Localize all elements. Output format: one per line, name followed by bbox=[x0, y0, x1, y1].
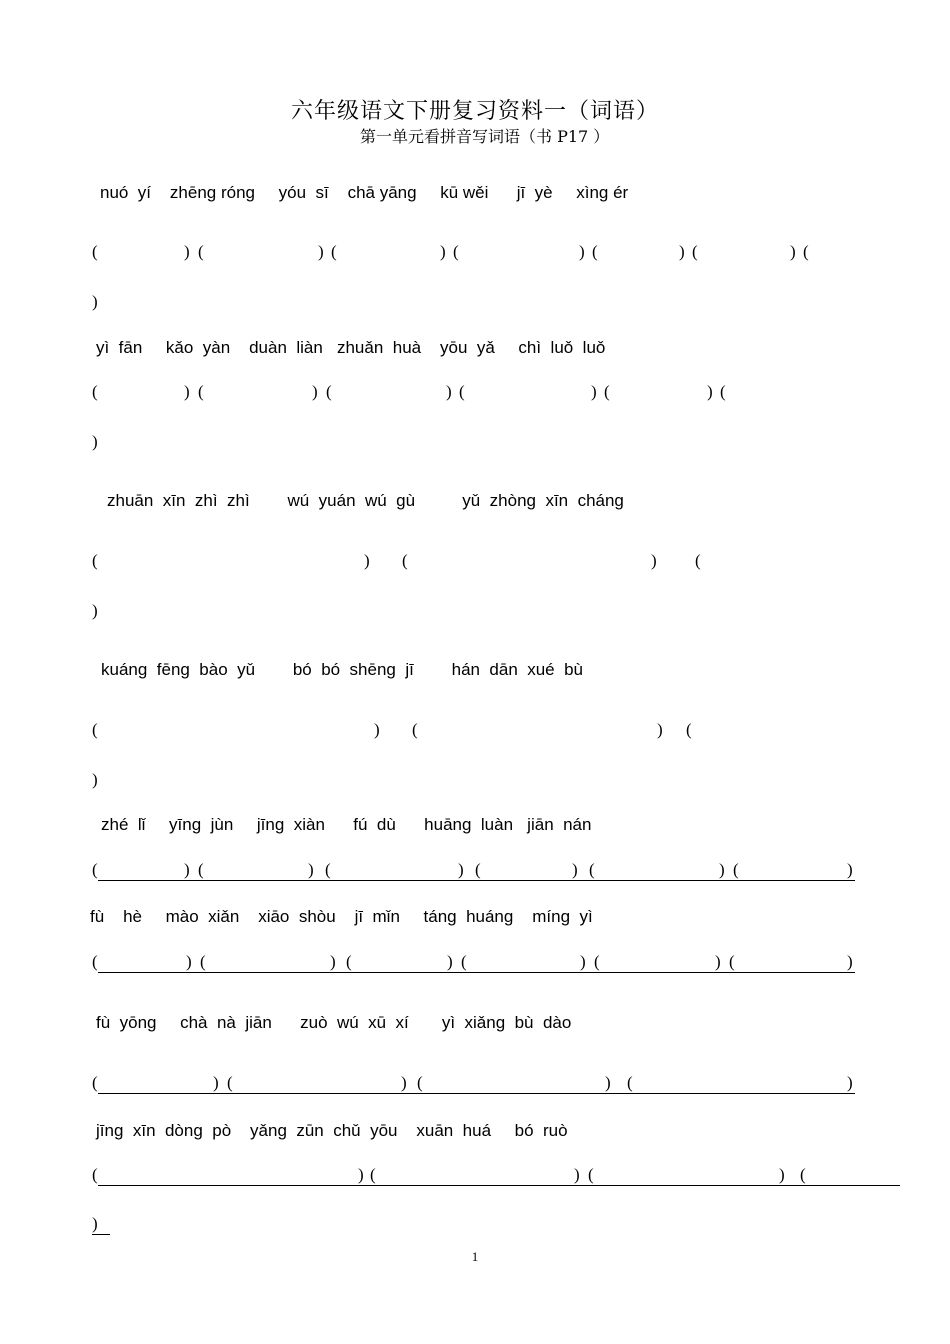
paren-close: ) bbox=[213, 1073, 219, 1092]
paren-close: ) bbox=[401, 1073, 407, 1092]
paren-open: ( bbox=[729, 952, 735, 971]
paren-close: ) bbox=[847, 1073, 853, 1092]
answer-underline bbox=[92, 1234, 110, 1235]
section-subtitle: 第一单元看拼音写词语（书 P17 ） bbox=[360, 127, 610, 146]
paren-open: ( bbox=[800, 1165, 806, 1184]
paren-open: ( bbox=[331, 242, 337, 261]
paren-close: ) bbox=[779, 1165, 785, 1184]
paren-open: ( bbox=[92, 720, 98, 739]
paren-close: ) bbox=[308, 860, 314, 879]
paren-open: ( bbox=[417, 1073, 423, 1092]
paren-open: ( bbox=[695, 551, 701, 570]
pinyin-row-4: kuánɡ fēnɡ bào yǔ bó bó shēnɡ jī hán dān xué bù bbox=[101, 660, 583, 679]
paren-open: ( bbox=[325, 860, 331, 879]
paren-close: ) bbox=[447, 952, 453, 971]
paren-close: ) bbox=[364, 551, 370, 570]
paren-close: ) bbox=[318, 242, 324, 261]
paren-close: ) bbox=[657, 720, 663, 739]
page-title: 六年级语文下册复习资料一（词语） bbox=[290, 99, 659, 124]
paren-close: ) bbox=[572, 860, 578, 879]
paren-close: ) bbox=[374, 720, 380, 739]
paren-open: ( bbox=[475, 860, 481, 879]
paren-close: ) bbox=[92, 770, 98, 789]
paren-close: ) bbox=[92, 292, 98, 311]
paren-close: ) bbox=[184, 242, 190, 261]
paren-open: ( bbox=[92, 1165, 98, 1184]
pinyin-row-6: fù hè mào xiǎn xiāo shòu jī mǐn tánɡ huánɡ mínɡ yì bbox=[90, 907, 593, 926]
paren-close: ) bbox=[184, 860, 190, 879]
paren-open: ( bbox=[453, 242, 459, 261]
paren-close: ) bbox=[580, 952, 586, 971]
pinyin-row-5: zhé lǐ yīnɡ jùn jīnɡ xiàn fú dù huānɡ luàn jiān nán bbox=[101, 815, 592, 834]
paren-close: ) bbox=[92, 1214, 98, 1233]
paren-close: ) bbox=[330, 952, 336, 971]
paren-open: ( bbox=[627, 1073, 633, 1092]
paren-open: ( bbox=[720, 382, 726, 401]
paren-open: ( bbox=[588, 1165, 594, 1184]
paren-open: ( bbox=[604, 382, 610, 401]
answer-underline bbox=[98, 1093, 855, 1094]
paren-open: ( bbox=[592, 242, 598, 261]
paren-open: ( bbox=[92, 551, 98, 570]
paren-close: ) bbox=[458, 860, 464, 879]
paren-open: ( bbox=[92, 952, 98, 971]
paren-close: ) bbox=[715, 952, 721, 971]
paren-open: ( bbox=[803, 242, 809, 261]
paren-close: ) bbox=[574, 1165, 580, 1184]
paren-open: ( bbox=[198, 382, 204, 401]
paren-open: ( bbox=[198, 860, 204, 879]
paren-open: ( bbox=[326, 382, 332, 401]
answer-underline bbox=[98, 880, 855, 881]
paren-open: ( bbox=[412, 720, 418, 739]
answer-underline bbox=[98, 972, 855, 973]
paren-open: ( bbox=[227, 1073, 233, 1092]
paren-close: ) bbox=[790, 242, 796, 261]
paren-close: ) bbox=[92, 432, 98, 451]
paren-close: ) bbox=[579, 242, 585, 261]
paren-close: ) bbox=[707, 382, 713, 401]
pinyin-row-1: nuó yí zhēnɡ rónɡ yóu sī chā yānɡ kū wěi jī yè xìnɡ ér bbox=[100, 183, 629, 202]
paren-open: ( bbox=[346, 952, 352, 971]
paren-close: ) bbox=[847, 952, 853, 971]
paren-close: ) bbox=[186, 952, 192, 971]
paren-open: ( bbox=[589, 860, 595, 879]
paren-close: ) bbox=[591, 382, 597, 401]
paren-open: ( bbox=[461, 952, 467, 971]
paren-open: ( bbox=[402, 551, 408, 570]
paren-open: ( bbox=[692, 242, 698, 261]
answer-underline bbox=[98, 1185, 900, 1186]
paren-close: ) bbox=[847, 860, 853, 879]
paren-open: ( bbox=[92, 242, 98, 261]
paren-close: ) bbox=[92, 601, 98, 620]
paren-close: ) bbox=[446, 382, 452, 401]
paren-close: ) bbox=[605, 1073, 611, 1092]
paren-close: ) bbox=[312, 382, 318, 401]
paren-open: ( bbox=[594, 952, 600, 971]
page-number: 1 bbox=[471, 1249, 479, 1264]
paren-open: ( bbox=[459, 382, 465, 401]
paren-close: ) bbox=[440, 242, 446, 261]
pinyin-row-7: fù yōnɡ chà nà jiān zuò wú xū xí yì xiǎnɡ bù dào bbox=[96, 1013, 572, 1032]
paren-close: ) bbox=[184, 382, 190, 401]
paren-open: ( bbox=[92, 1073, 98, 1092]
paren-open: ( bbox=[200, 952, 206, 971]
paren-close: ) bbox=[719, 860, 725, 879]
paren-close: ) bbox=[358, 1165, 364, 1184]
paren-close: ) bbox=[651, 551, 657, 570]
paren-close: ) bbox=[679, 242, 685, 261]
paren-open: ( bbox=[92, 382, 98, 401]
pinyin-row-3: zhuān xīn zhì zhì wú yuán wú ɡù yǔ zhònɡ xīn chánɡ bbox=[107, 491, 624, 510]
paren-open: ( bbox=[733, 860, 739, 879]
pinyin-row-8: jīnɡ xīn dònɡ pò yǎnɡ zūn chǔ yōu xuān huá bó ruò bbox=[96, 1121, 568, 1140]
paren-open: ( bbox=[370, 1165, 376, 1184]
pinyin-row-2: yì fān kǎo yàn duàn liàn zhuǎn huà yōu yǎ chì luǒ luǒ bbox=[96, 338, 606, 357]
paren-open: ( bbox=[686, 720, 692, 739]
paren-open: ( bbox=[198, 242, 204, 261]
paren-open: ( bbox=[92, 860, 98, 879]
